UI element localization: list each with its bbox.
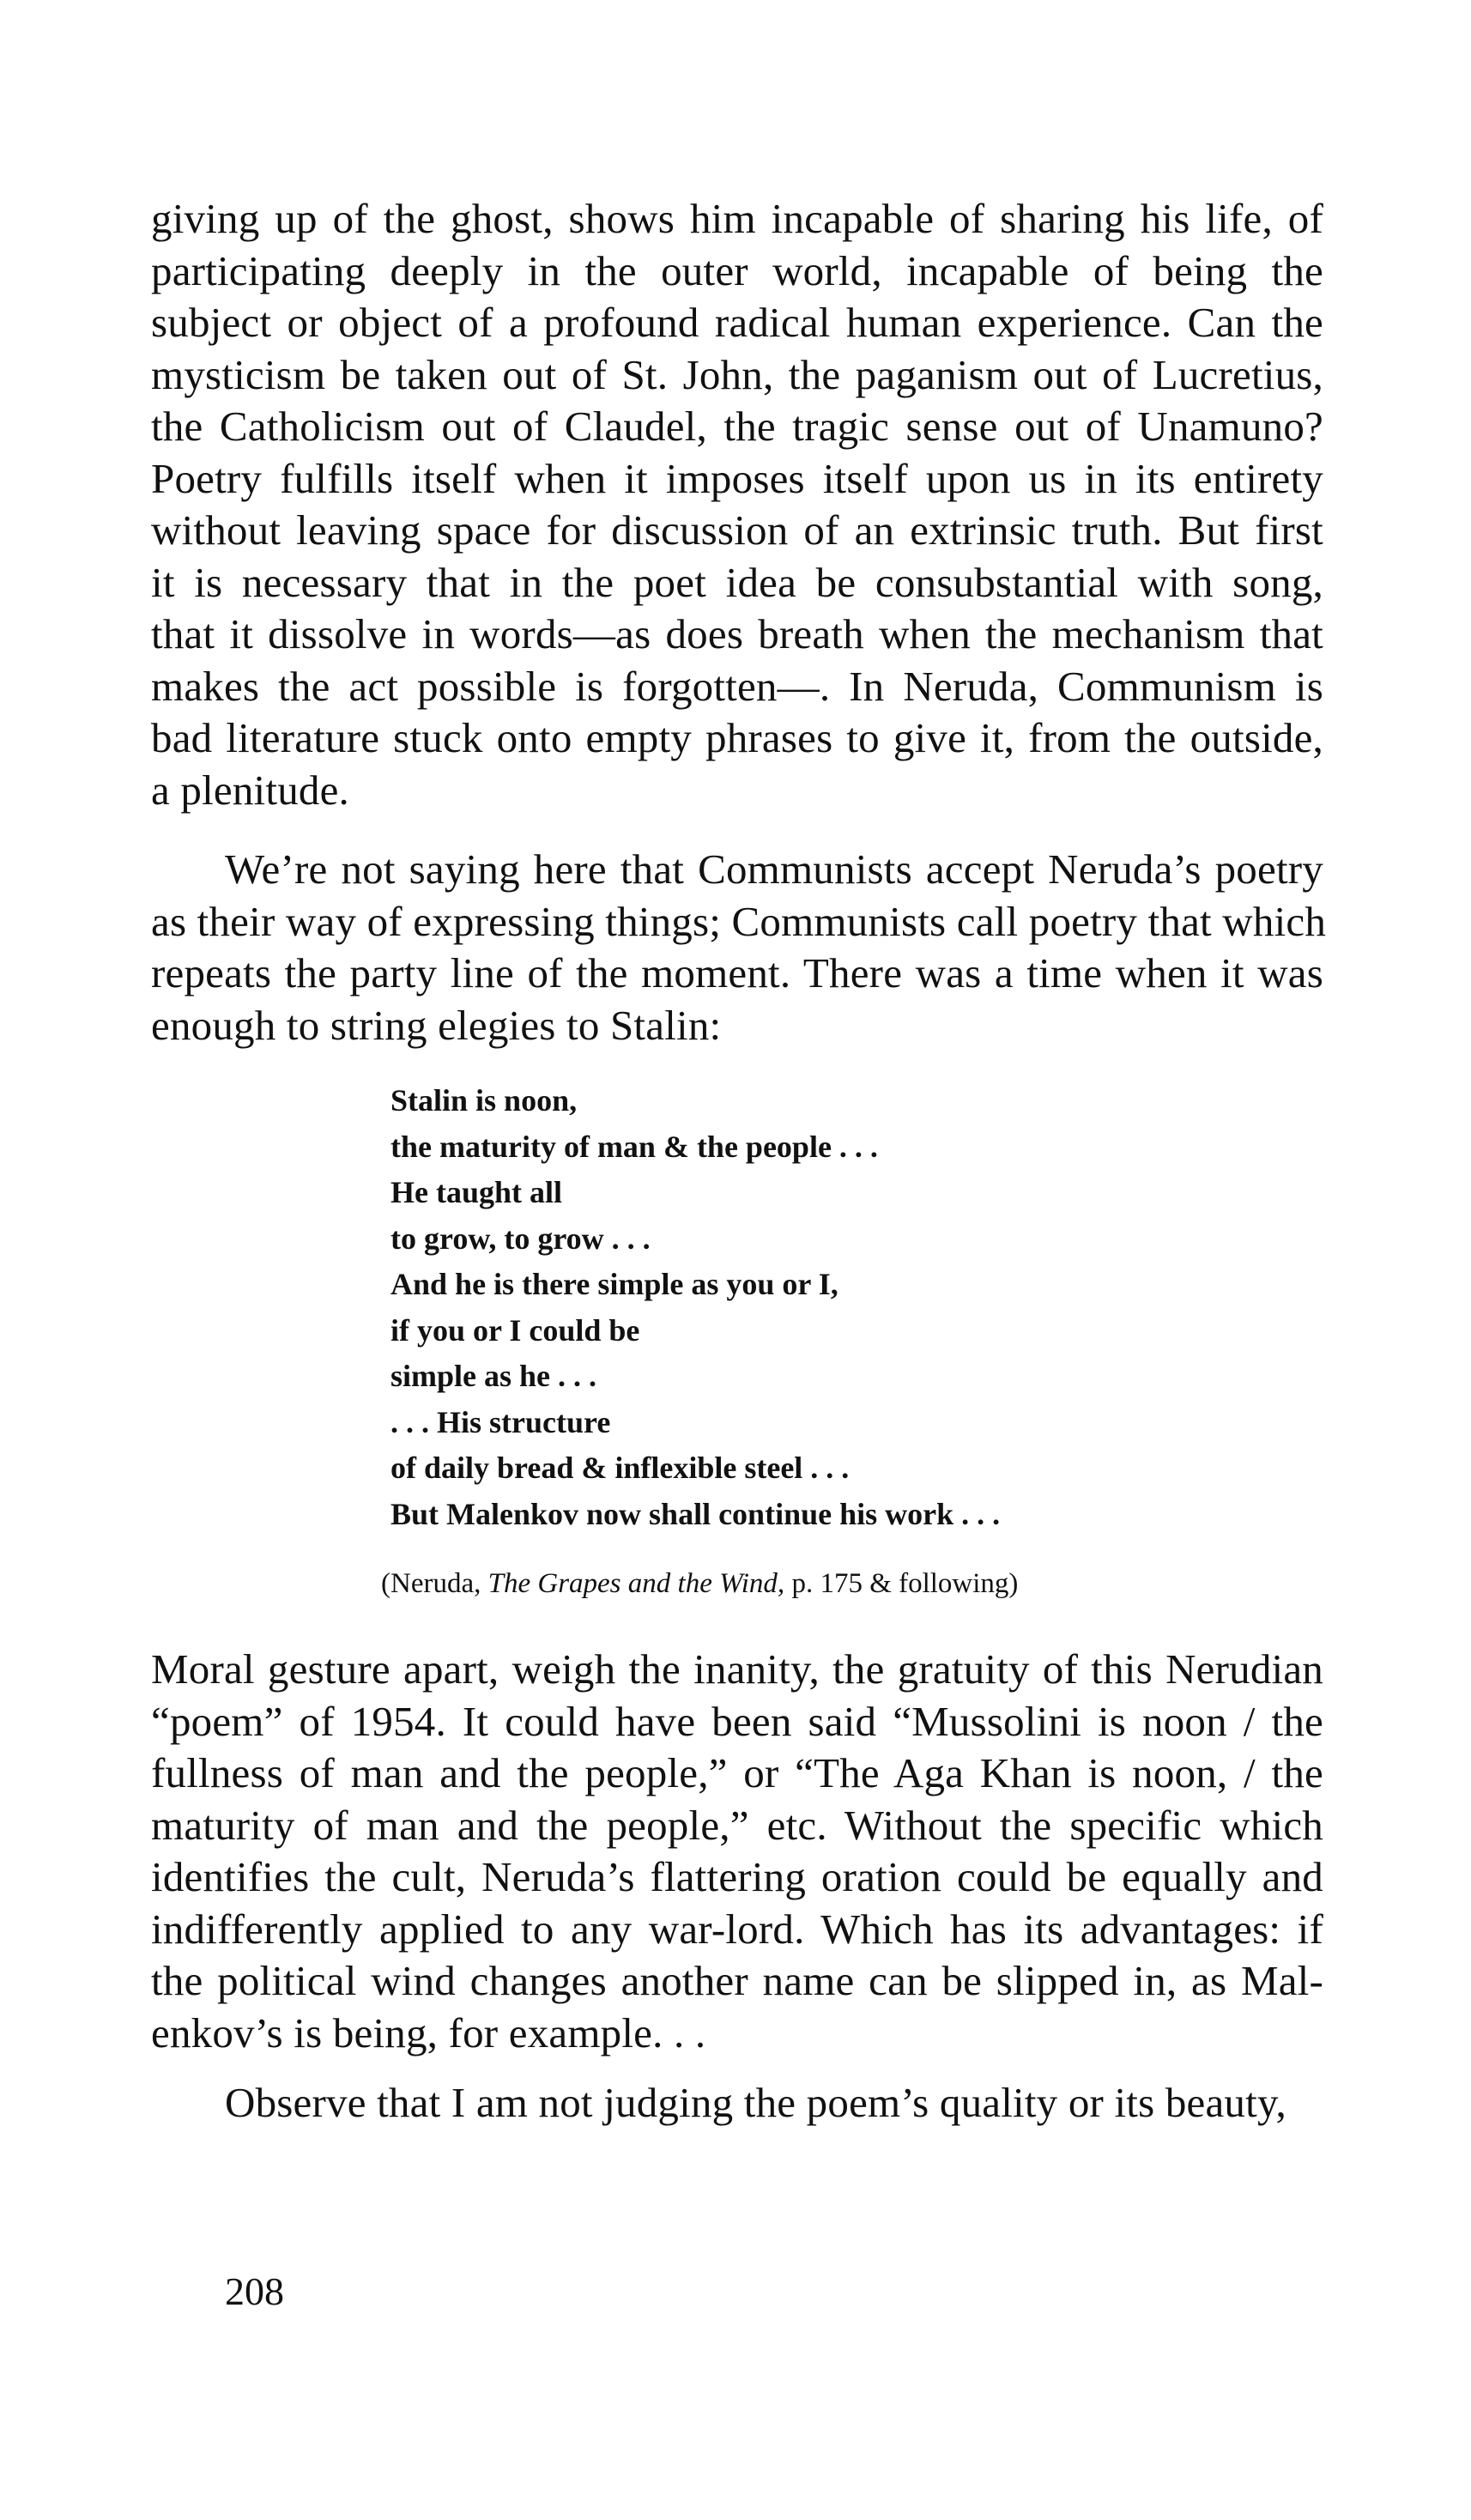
poem-line: simple as he . . . bbox=[390, 1359, 597, 1393]
text-line: enkov’s is being, for example. . . bbox=[151, 2008, 706, 2057]
text-line: makes the act possible is forgotten—. In Neruda, Communism is bbox=[151, 662, 1323, 710]
text-line: as their way of expressing things; Communists call poetry that which bbox=[151, 897, 1327, 945]
text-line: the political wind changes another name can be slipped in, as Mal- bbox=[151, 1957, 1323, 2004]
text-line: enough to string elegies to Stalin: bbox=[151, 1001, 722, 1049]
text-line: the Catholicism out of Claudel, the tragic sense out of Unamuno? bbox=[151, 403, 1323, 450]
poem-line: to grow, to grow . . . bbox=[390, 1221, 651, 1256]
text-line: mysticism be taken out of St. John, the paganism out of Lucretius, bbox=[151, 350, 1323, 398]
poem-line: And he is there simple as you or I, bbox=[390, 1267, 838, 1301]
text-line: that it dissolve in words—as does breath when the mechanism that bbox=[151, 610, 1323, 657]
text-line: giving up of the ghost, shows him incapable of sharing his life, of bbox=[151, 195, 1323, 242]
text-line: participating deeply in the outer world, incapable of being the bbox=[151, 246, 1323, 294]
paragraph-4 bbox=[151, 2077, 1323, 2129]
text-line: indifferently applied to any war-lord. Which has its advantages: if bbox=[151, 1905, 1323, 1953]
paragraph-2 bbox=[151, 844, 1327, 1051]
text-line: Moral gesture apart, weigh the inanity, the gratuity of this Nerudian bbox=[151, 1645, 1323, 1693]
poem-line: Stalin is noon, bbox=[390, 1083, 578, 1118]
text-line: maturity of man and the people,” etc. Without the specific which bbox=[151, 1801, 1323, 1849]
poem-line: But Malenkov now shall continue his work . . . bbox=[390, 1496, 1001, 1531]
page-number: 208 bbox=[225, 2269, 284, 2313]
text-line: it is necessary that in the poet idea be consubstantial with song, bbox=[151, 558, 1323, 606]
poem-line: of daily bread & inflexible steel . . . bbox=[390, 1451, 850, 1485]
poem-line: the maturity of man & the people . . . bbox=[390, 1129, 878, 1164]
text-line: without leaving space for discussion of an extrinsic truth. But first bbox=[151, 506, 1323, 554]
poem-citation bbox=[381, 1566, 1018, 1601]
text-line: Poetry fulfills itself when it imposes itself upon us in its entirety bbox=[151, 454, 1323, 502]
text-line: identifies the cult, Neruda’s flattering oration could be equally and bbox=[151, 1853, 1323, 1900]
poem-line: He taught all bbox=[390, 1175, 563, 1209]
poem-quote bbox=[390, 1078, 1000, 1537]
paragraph-1 bbox=[151, 193, 1323, 816]
paragraph-3 bbox=[151, 1644, 1323, 2059]
poem-line: if you or I could be bbox=[390, 1312, 640, 1348]
text-line: subject or object of a profound radical human experience. Can the bbox=[151, 299, 1323, 346]
text-line: “poem” of 1954. It could have been said “Mussolini is noon / the bbox=[151, 1697, 1323, 1745]
text-line: a plenitude. bbox=[151, 766, 349, 814]
poem-line: . . . His structure bbox=[390, 1404, 611, 1439]
text-line: fullness of man and the people,” or “The Aga Khan is noon, / the bbox=[151, 1749, 1323, 1796]
text-line: bad literature stuck onto empty phrases to give it, from the outside, bbox=[151, 714, 1323, 761]
text-line: Observe that I am not judging the poem’s quality or its beauty, bbox=[225, 2079, 1286, 2126]
text-line: repeats the party line of the moment. There was a time when it was bbox=[151, 949, 1323, 996]
citation-suffix: p. 175 & following) bbox=[784, 1568, 1019, 1599]
citation-prefix: (Neruda, bbox=[381, 1568, 488, 1599]
citation-title: The Grapes and the Wind, bbox=[487, 1568, 785, 1599]
text-line: We’re not saying here that Communists accept Neruda’s poetry bbox=[225, 845, 1323, 893]
